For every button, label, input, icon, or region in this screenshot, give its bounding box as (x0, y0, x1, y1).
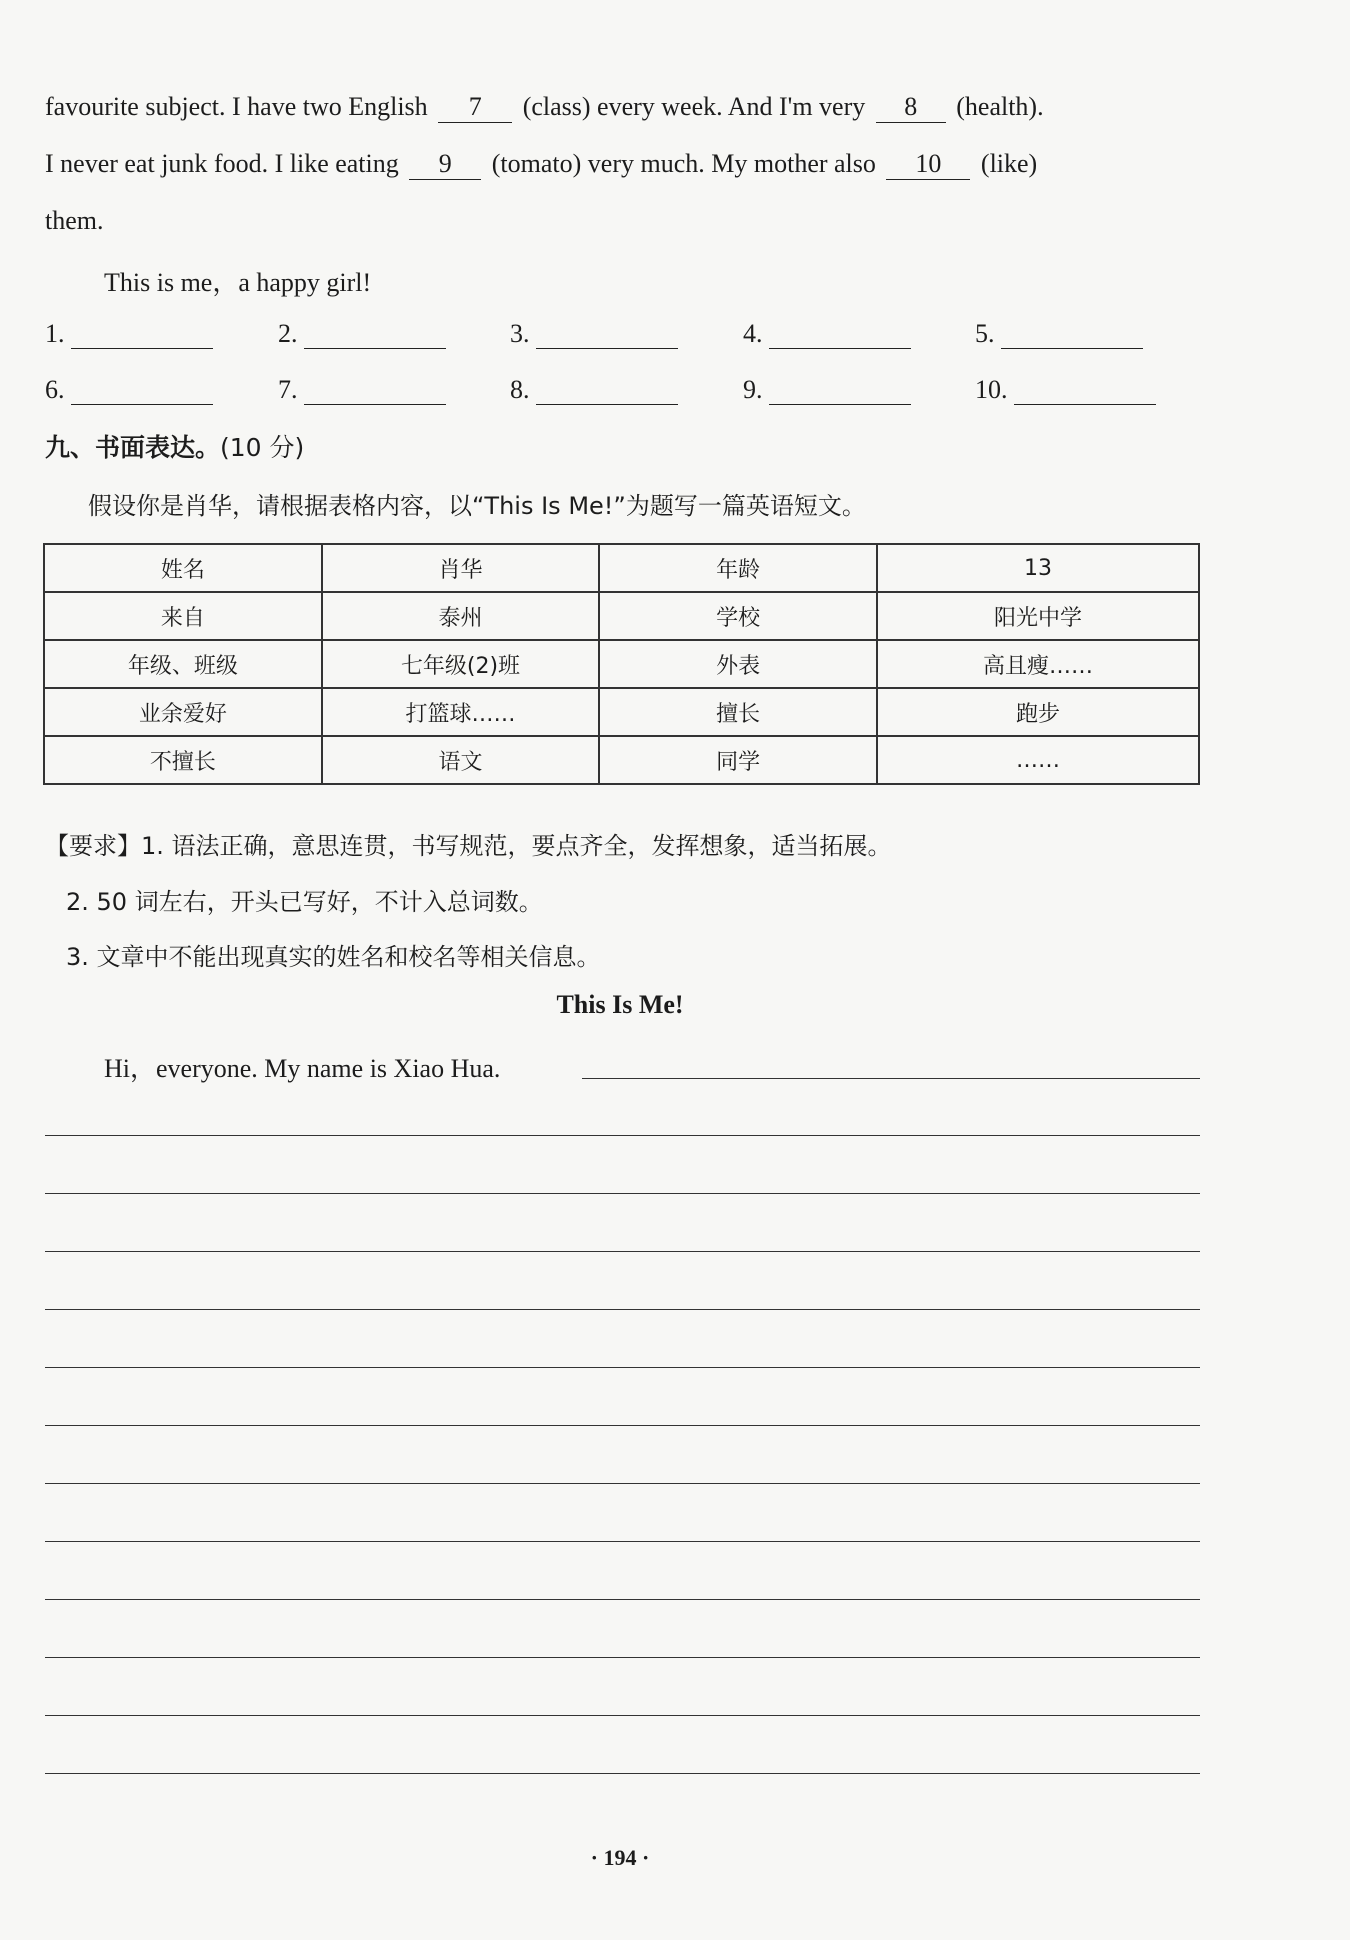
answer-line[interactable] (304, 378, 446, 405)
passage-text: (class) every week. And I'm very (522, 92, 866, 121)
table-cell: 学校 (599, 592, 877, 640)
essay-title: This Is Me! (556, 990, 684, 1019)
answer-number: 8. (510, 375, 530, 404)
answer-slot-6[interactable] (45, 375, 213, 405)
answer-slot-3[interactable] (510, 319, 678, 349)
table-cell: 语文 (322, 736, 600, 784)
table-cell: 13 (877, 544, 1199, 592)
table-cell: 外表 (599, 640, 877, 688)
writing-line[interactable] (45, 1193, 1200, 1194)
passage-line-2 (45, 149, 1037, 180)
answer-number: 6. (45, 375, 65, 404)
table-cell: 高且瘦…… (877, 640, 1199, 688)
writing-line[interactable] (45, 1367, 1200, 1368)
table-cell: 同学 (599, 736, 877, 784)
answer-number: 4. (743, 319, 763, 348)
passage-line-4: This is me，a happy girl! (104, 268, 372, 297)
blank-9: 9 (409, 149, 481, 180)
table-cell: 阳光中学 (877, 592, 1199, 640)
table-cell: 年级、班级 (44, 640, 322, 688)
answer-slot-10[interactable] (975, 375, 1156, 405)
requirement-3: 3. 文章中不能出现真实的姓名和校名等相关信息。 (66, 943, 601, 971)
answer-slot-9[interactable] (743, 375, 911, 405)
answer-slot-7[interactable] (278, 375, 446, 405)
answer-slot-5[interactable] (975, 319, 1143, 349)
writing-line[interactable] (582, 1078, 1200, 1079)
table-cell: …… (877, 736, 1199, 784)
writing-line[interactable] (45, 1599, 1200, 1600)
answer-slot-8[interactable] (510, 375, 678, 405)
table-cell: 姓名 (44, 544, 322, 592)
passage-line-1 (45, 92, 1044, 123)
writing-line[interactable] (45, 1483, 1200, 1484)
writing-line[interactable] (45, 1657, 1200, 1658)
blank-7: 7 (438, 92, 512, 123)
answer-number: 3. (510, 319, 530, 348)
section-points: (10 分) (220, 433, 305, 462)
table-cell: 打篮球…… (322, 688, 600, 736)
answer-number: 2. (278, 319, 298, 348)
answer-line[interactable] (769, 378, 911, 405)
answer-slot-1[interactable] (45, 319, 213, 349)
passage-text: (like) (980, 149, 1038, 178)
blank-10: 10 (886, 149, 970, 180)
table-row (44, 544, 1199, 592)
answer-number: 9. (743, 375, 763, 404)
table-row (44, 736, 1199, 784)
writing-line[interactable] (45, 1251, 1200, 1252)
answer-line[interactable] (304, 322, 446, 349)
writing-line[interactable] (45, 1715, 1200, 1716)
answer-number: 5. (975, 319, 995, 348)
table-row (44, 640, 1199, 688)
writing-line[interactable] (45, 1773, 1200, 1774)
table-cell: 来自 (44, 592, 322, 640)
writing-line[interactable] (45, 1425, 1200, 1426)
blank-8: 8 (876, 92, 946, 123)
table-row (44, 592, 1199, 640)
section-heading (45, 428, 304, 464)
table-cell: 年龄 (599, 544, 877, 592)
answer-line[interactable] (1014, 378, 1156, 405)
instruction: 假设你是肖华，请根据表格内容，以“This Is Me!”为题写一篇英语短文。 (88, 492, 866, 520)
requirement-2: 2. 50 词左右，开头已写好，不计入总词数。 (66, 888, 543, 916)
answer-number: 10. (975, 375, 1008, 404)
table-row (44, 688, 1199, 736)
info-table (43, 543, 1200, 785)
answer-line[interactable] (71, 378, 213, 405)
answer-number: 1. (45, 319, 65, 348)
answer-line[interactable] (1001, 322, 1143, 349)
answer-number: 7. (278, 375, 298, 404)
table-cell: 泰州 (322, 592, 600, 640)
answer-line[interactable] (536, 378, 678, 405)
section-title: 九、书面表达。 (45, 433, 221, 462)
table-cell: 跑步 (877, 688, 1199, 736)
passage-text: (health). (956, 92, 1044, 121)
table-cell: 业余爱好 (44, 688, 322, 736)
writing-line[interactable] (45, 1135, 1200, 1136)
answer-line[interactable] (71, 322, 213, 349)
answer-line[interactable] (536, 322, 678, 349)
answer-slot-2[interactable] (278, 319, 446, 349)
passage-text: (tomato) very much. My mother also (491, 149, 876, 178)
passage-line-3: them. (45, 206, 104, 235)
table-cell: 七年级(2)班 (322, 640, 600, 688)
answer-slot-4[interactable] (743, 319, 911, 349)
table-cell: 擅长 (599, 688, 877, 736)
passage-text: favourite subject. I have two English (45, 92, 428, 121)
requirement-1: 【要求】1. 语法正确，意思连贯，书写规范，要点齐全，发挥想象，适当拓展。 (45, 832, 892, 860)
writing-line[interactable] (45, 1541, 1200, 1542)
passage-text: I never eat junk food. I like eating (45, 149, 399, 178)
table-cell: 不擅长 (44, 736, 322, 784)
answer-line[interactable] (769, 322, 911, 349)
page-number: · 194 · (590, 1845, 650, 1870)
writing-line[interactable] (45, 1309, 1200, 1310)
table-cell: 肖华 (322, 544, 600, 592)
essay-opening: Hi，everyone. My name is Xiao Hua. (104, 1054, 501, 1083)
